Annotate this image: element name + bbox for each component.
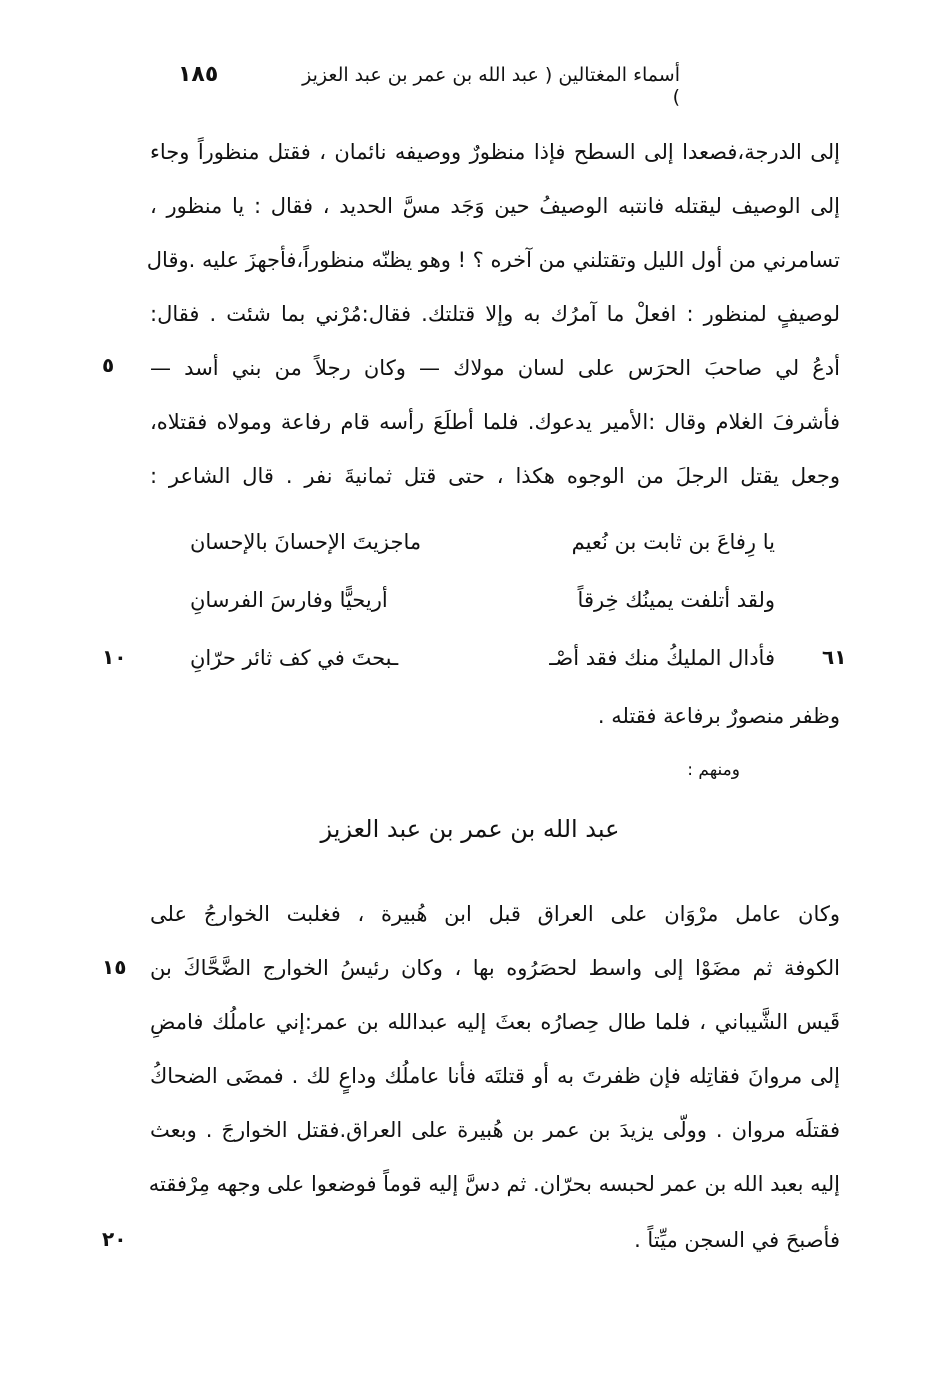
poem-verse <box>190 585 775 615</box>
section-heading: عبد الله بن عمر بن عبد العزيز <box>320 815 620 843</box>
verse-first-hemistich: ولقد أتلفت يمينُك خِرقاً <box>577 588 775 612</box>
verse-first-hemistich: فأدال المليكُ منك فقد أصْـ <box>549 646 775 670</box>
text-line: إليه بعبد الله بن عمر لحبسه بحرّان. ثم دسَّ إليه قوماً فوضعوا على وجهه مِرْفقته <box>148 1172 840 1196</box>
verse-second-hemistich: أريحيًّا وفارسَ الفرسانِ <box>190 588 388 612</box>
text-line: الكوفة ثم مضَوْا إلى واسط لحصَرُوه بها ، وكان رئيسُ الخوارج الضَّحَّاكَ بن <box>150 956 840 980</box>
text-line: وجعل يقتل الرجلَ من الوجوه هكذا ، حتى قتل ثمانيةَ نفر . قال الشاعر : <box>150 464 840 488</box>
text-line: إلى الدرجة،فصعدا إلى السطح فإذا منظورٌ ووصيفه نائمان ، فقتل منظوراً وجاء <box>150 140 840 164</box>
running-header: أسماء المغتالين ( عبد الله بن عمر بن عبد العزيز ) <box>302 64 680 108</box>
poem-verse <box>190 643 775 673</box>
text-line: وظفر منصورٌ برفاعة فقتله . <box>597 704 840 728</box>
line-number-10: ١٠ <box>102 645 127 669</box>
page-number: ١٨٥ <box>178 62 219 87</box>
minhum-label: ومنهم : <box>687 760 740 780</box>
poem-verse <box>190 527 775 557</box>
line-number-15: ١٥ <box>102 955 127 979</box>
text-line: فأصبحَ في السجن ميِّتاً . <box>634 1228 840 1252</box>
text-line: قَيس الشَّيباني ، فلما طال حِصارُه بعثَ إليه عبدالله بن عمر:إني عاملُك فامضِ <box>150 1010 840 1034</box>
text-line: تسامرني من أول الليل وتقتلني من آخره ؟ ! وهو يظنّه منظوراً،فأجهزَ عليه .وقال <box>146 248 840 272</box>
text-line: إلى مروانَ فقاتِله فإن ظفرتَ به أو قتلتَه فأنا عاملُك وداعٍ لك . فمضَى الضحاكُ <box>150 1064 840 1088</box>
text-line: أدعُ لي صاحبَ الحرَس على لسان مولاك — وكان رجلاً من بني أسد — <box>150 356 840 380</box>
marginal-number-61: ٦١ <box>822 645 847 669</box>
text-line: إلى الوصيف ليقتله فانتبه الوصيفُ حين وَجَد مسَّ الحديد ، فقال : يا منظور ، <box>150 194 840 218</box>
verse-second-hemistich: ماجزيتَ الإحسانَ بالإحسان <box>190 530 422 554</box>
line-number-20: ٢٠ <box>102 1227 127 1251</box>
text-line: لوصيفٍ لمنظور : افعلْ ما آمرُك به وإلا قتلتك. فقال:مُرْني بما شئت . فقال: <box>150 302 840 326</box>
verse-first-hemistich: يا رِفاعَ بن ثابت بن نُعيم <box>571 530 775 554</box>
text-line: فأشرفَ الغلام وقال :الأمير يدعوك. فلما أطلَعَ رأسه قام رفاعة ومولاه فقتلاه، <box>150 410 840 434</box>
line-number-5: ٥ <box>102 353 115 377</box>
verse-second-hemistich: ـبحتَ في كف ثائر حرّانِ <box>190 646 399 670</box>
text-line: وكان عامل مرْوَان على العراق قبل ابن هُبيرة ، فغلبت الخوارجُ على <box>150 902 840 926</box>
text-line: فقتلَه مروان . وولّى يزيدَ بن عمر بن هُبيرة على العراق.فقتل الخوارجَ . وبعث <box>150 1118 840 1142</box>
